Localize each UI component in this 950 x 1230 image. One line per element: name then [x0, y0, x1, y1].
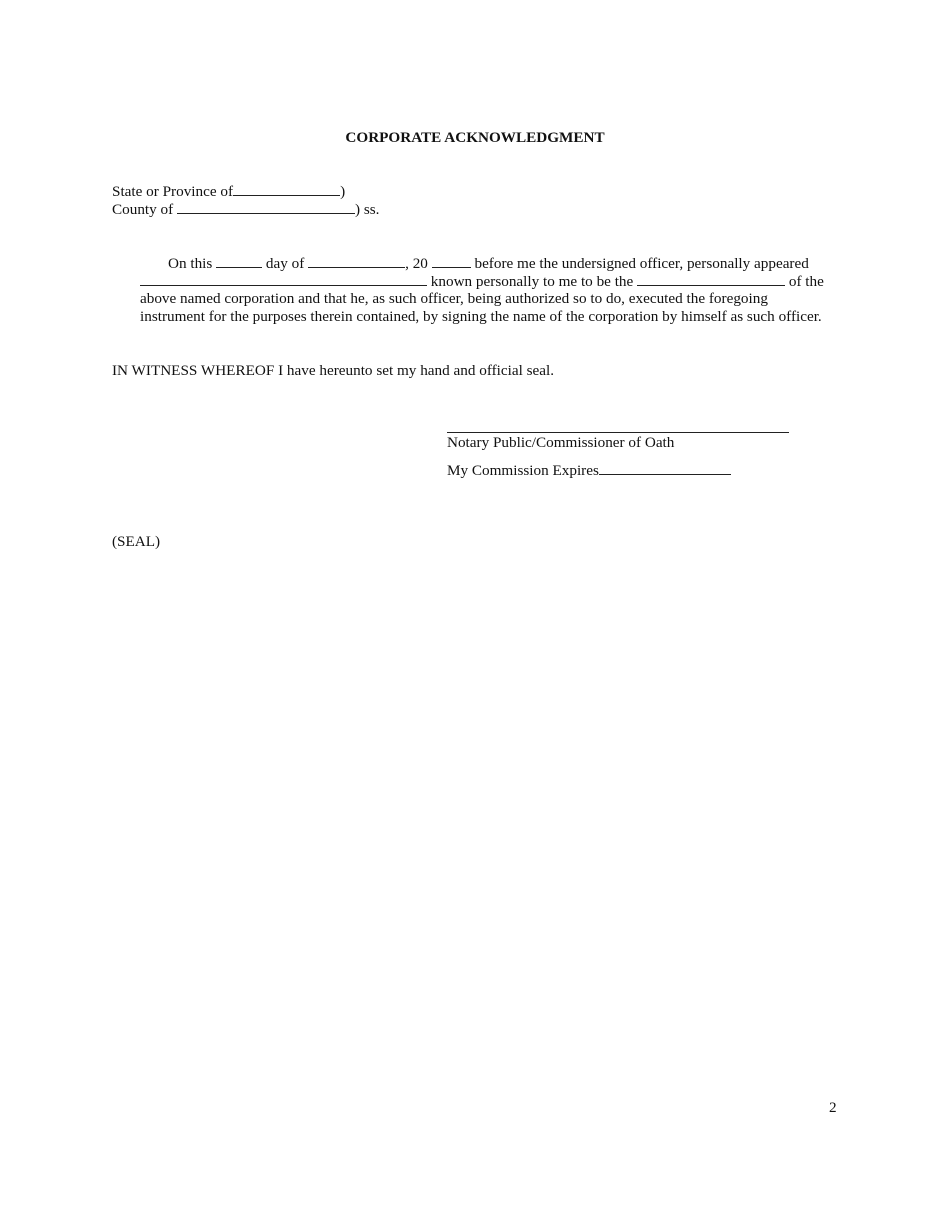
officer-name-field[interactable] [140, 272, 427, 286]
paragraph-line-1 [168, 254, 809, 273]
state-line [112, 182, 345, 201]
state-label: State or Province of [112, 183, 234, 200]
commission-expiry-field[interactable] [599, 461, 731, 475]
county-field[interactable] [177, 200, 355, 214]
officer-title-field[interactable] [637, 272, 785, 286]
state-close: ) [340, 183, 346, 200]
seal-label: (SEAL) [112, 533, 161, 550]
on-this-text: On this [168, 255, 213, 272]
known-text: known personally to me to be the [430, 273, 634, 290]
year-field[interactable] [432, 254, 471, 268]
state-field[interactable] [233, 182, 340, 196]
month-field[interactable] [308, 254, 405, 268]
county-line [112, 200, 379, 219]
paragraph-line-3: above named corporation and that he, as such officer, being authorized so to do, executed the foregoing [140, 290, 768, 307]
page-number: 2 [829, 1099, 837, 1116]
paragraph-line-4: instrument for the purposes therein contained, by signing the name of the corporation by himself as such officer. [140, 308, 822, 325]
notary-label: Notary Public/Commissioner of Oath [447, 434, 675, 451]
day-of-text: day of [265, 255, 305, 272]
commission-label: My Commission Expires [447, 462, 599, 479]
day-field[interactable] [216, 254, 262, 268]
commission-line [447, 461, 731, 480]
witness-statement: IN WITNESS WHEREOF I have hereunto set my hand and official seal. [112, 362, 555, 379]
of-the-text: of the [788, 273, 824, 290]
signature-line[interactable] [447, 432, 789, 433]
document-title: CORPORATE ACKNOWLEDGMENT [345, 129, 605, 146]
county-label: County of [112, 201, 174, 218]
paragraph-line-2 [140, 272, 824, 291]
year-prefix-text: , 20 [405, 255, 428, 272]
before-me-text: before me the undersigned officer, personally appeared [474, 255, 809, 272]
county-close: ) ss. [354, 201, 380, 218]
